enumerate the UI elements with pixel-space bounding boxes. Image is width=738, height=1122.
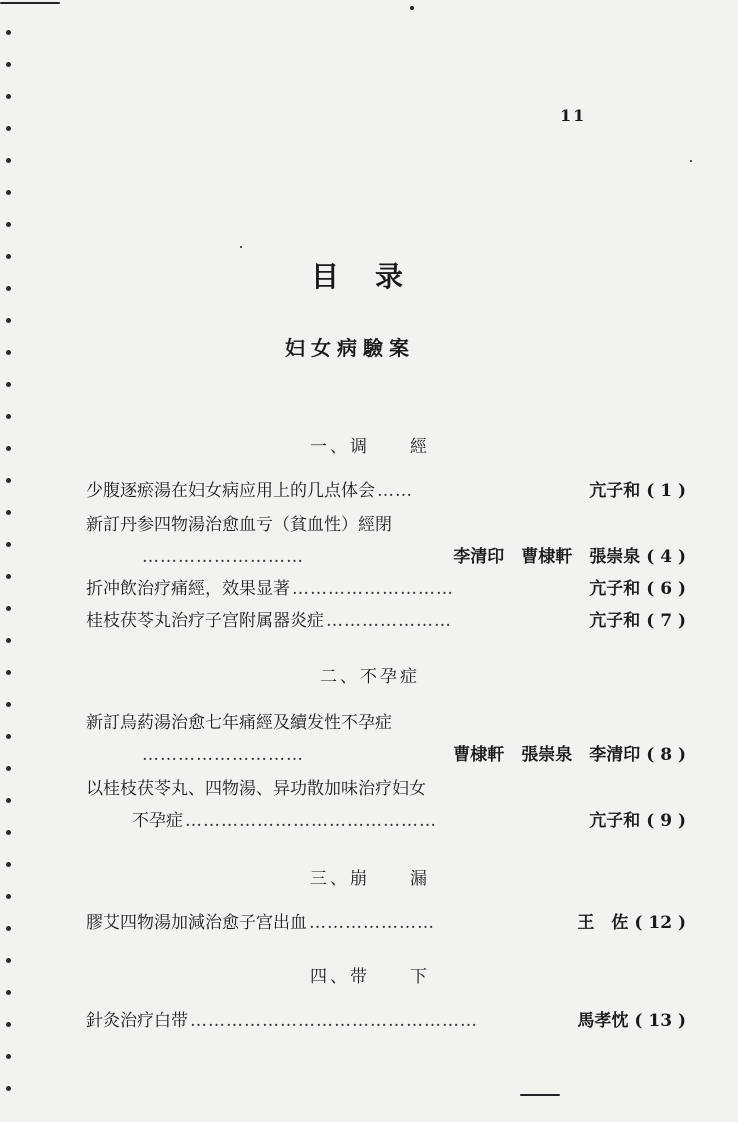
toc-entry[interactable] [86,476,686,506]
entry-page: ( 1 ) [646,481,686,501]
toc-entry[interactable] [140,542,686,572]
entry-page: ( 9 ) [646,811,686,831]
dot-leader: …… [377,481,413,501]
entry-author: 馬孝忱 [577,1011,629,1031]
entry-title: 折冲飲治疗痛經，效果显著 [86,579,290,599]
entry-page: ( 13 ) [634,1011,686,1031]
entry-page: ( 4 ) [646,547,686,567]
entry-title: 不孕症 [132,811,183,831]
toc-entry[interactable] [140,740,686,770]
entry-page: ( 6 ) [646,579,686,599]
scan-speck [520,1094,560,1096]
entry-title: 桂枝茯苓丸治疗子宫附属器炎症 [86,611,324,631]
dot-leader: ………………………………………… [190,1011,478,1031]
dot-leader: ……………………… [142,547,304,567]
entry-author: 亢子和 [589,611,641,631]
section-heading-4: 四、带 下 [310,967,430,987]
toc-entry[interactable] [86,1006,686,1036]
binding-holes [4,20,14,1110]
book-subtitle: 妇女病驗案 [285,336,415,360]
entry-author: 李清印 曹棣軒 張崇泉 [453,547,641,567]
page-title: 目录 [310,260,439,293]
dot-leader: ………………… [326,611,452,631]
entry-title-line: 新訂丹参四物湯治愈血亏（貧血性）經閉 [86,515,392,535]
entry-author: 亢子和 [589,579,641,599]
entry-author: 亢子和 [589,811,641,831]
entry-author: 曹棣軒 張崇泉 李清印 [453,745,641,765]
entry-author: 王 佐 [577,913,629,933]
toc-entry[interactable] [132,806,686,836]
toc-entry[interactable] [86,574,686,604]
scan-speck [690,160,692,162]
entry-title-line: 新訂烏葯湯治愈七年痛經及續发性不孕症 [86,713,392,733]
scan-speck [240,246,242,248]
entry-title-line: 以桂枝茯苓丸、四物湯、异功散加味治疗妇女 [86,779,426,799]
entry-page: ( 7 ) [646,611,686,631]
scan-speck [0,2,60,4]
section-heading-3: 三、崩 漏 [310,869,430,889]
dot-leader: …………………………………… [185,811,437,831]
entry-page: ( 8 ) [646,745,686,765]
toc-entry[interactable] [86,908,686,938]
scan-speck [410,6,414,10]
page-number: 11 [560,106,587,125]
section-heading-1: 一、调 經 [310,437,430,457]
entry-title: 針灸治疗白带 [86,1011,188,1031]
dot-leader: ………………… [309,913,435,933]
entry-title: 少腹逐瘀湯在妇女病应用上的几点体会 [86,481,375,501]
entry-author: 亢子和 [589,481,641,501]
section-heading-2: 二、不孕症 [320,667,420,687]
entry-title: 膠艾四物湯加減治愈子宫出血 [86,913,307,933]
toc-entry[interactable] [86,606,686,636]
dot-leader: ……………………… [292,579,454,599]
dot-leader: ……………………… [142,745,304,765]
entry-page: ( 12 ) [634,913,686,933]
